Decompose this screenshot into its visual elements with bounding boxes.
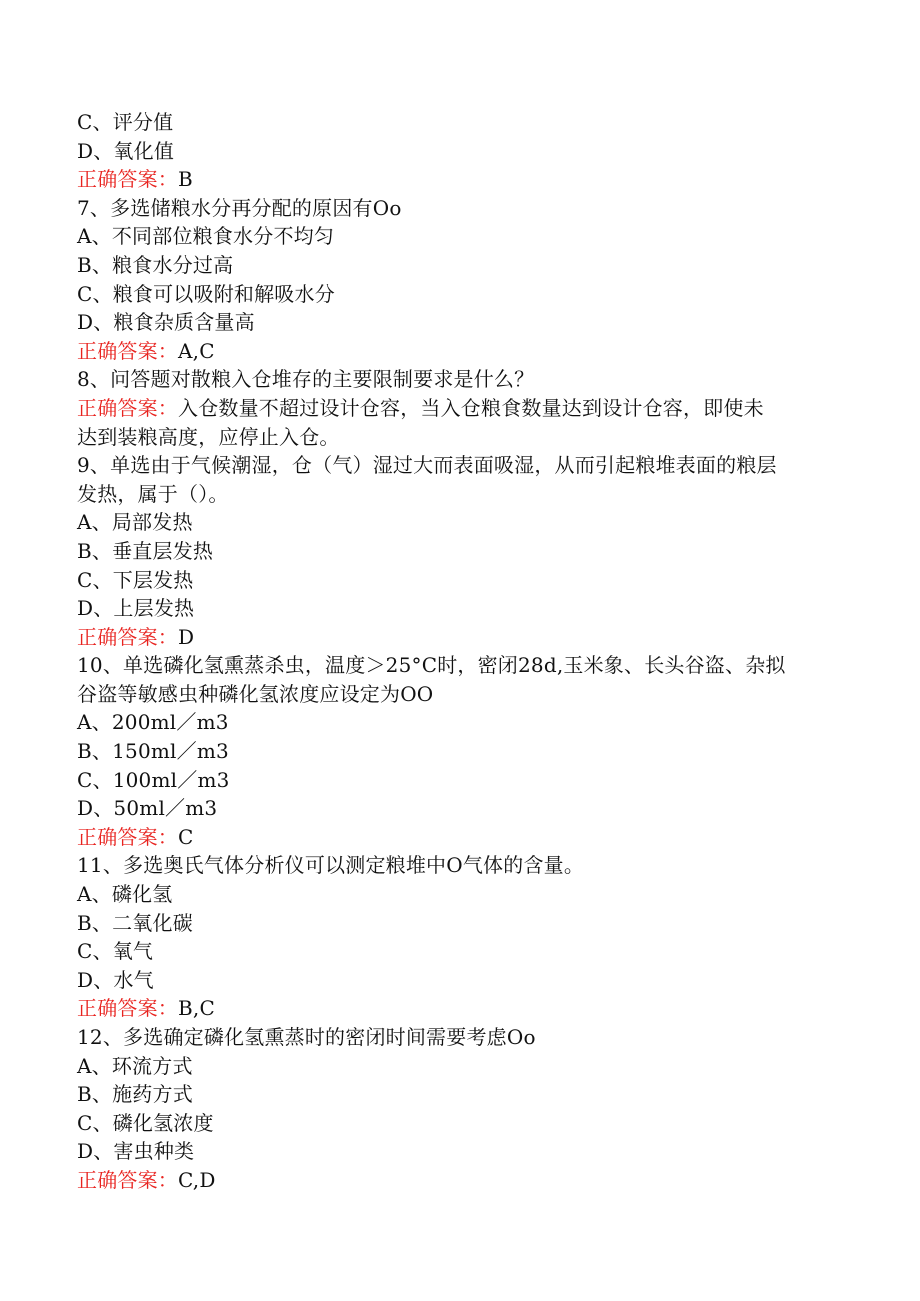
option-line: D、氧化值 [77,138,175,163]
answer-value: B,C [178,996,215,1021]
option-line: B、垂直层发热 [77,538,214,563]
answer-label: 正确答案： [77,1167,178,1192]
answer-continuation: 达到装粮高度，应停止入仓。 [77,424,340,449]
answer-label: 正确答案： [77,824,178,849]
question-line: 9、单选由于气候潮湿，仓（气）湿过大而表面吸湿，从而引起粮堆表面的粮层 [77,453,777,478]
question-line: 12、多选确定磷化氢熏蒸时的密闭时间需要考虑Oo [77,1025,536,1049]
answer-line [77,623,847,652]
option-line: A、200ml／m3 [77,710,229,735]
answer-label: 正确答案： [77,338,178,363]
option-line: C、评分值 [77,110,174,134]
answer-label: 正确答案： [77,996,178,1021]
option-line: D、粮食杂质含量高 [77,310,255,335]
option-line: D、50ml／m3 [77,796,218,821]
answer-value: D [178,624,195,649]
question-line: 8、问答题对散粮入仓堆存的主要限制要求是什么？ [77,367,535,392]
answer-value: B [178,167,193,192]
question-continuation: 谷盗等敏感虫种磷化氢浓度应设定为OO [77,681,434,706]
question-continuation: 发热，属于（）。 [77,481,229,506]
answer-line [77,165,847,194]
option-line: A、磷化氢 [77,882,173,907]
answer-value: A,C [178,338,215,363]
option-line: B、粮食水分过高 [77,252,234,277]
answer-line [77,337,847,366]
option-line: D、害虫种类 [77,1139,195,1164]
option-line: B、150ml／m3 [77,739,229,764]
answer-line [77,994,847,1023]
option-line: C、100ml／m3 [77,767,230,792]
option-line: A、不同部位粮食水分不均匀 [77,224,335,249]
option-line: B、二氧化碳 [77,910,193,935]
question-line: 7、多选储粮水分再分配的原因有Oo [77,195,402,220]
option-line: D、上层发热 [77,596,195,621]
option-line: C、下层发热 [77,567,194,592]
answer-label: 正确答案： [77,167,178,192]
option-line: C、磷化氢浓度 [77,1110,214,1135]
answer-line [77,823,847,852]
answer-line [77,1166,847,1195]
answer-value: C [178,824,194,849]
option-line: A、局部发热 [77,510,193,535]
option-line: C、粮食可以吸附和解吸水分 [77,281,335,306]
option-line: B、施药方式 [77,1082,193,1107]
answer-value: C,D [178,1167,216,1192]
option-line: D、水气 [77,967,154,992]
answer-line [77,394,847,423]
option-line: C、氧气 [77,939,154,964]
option-line: A、环流方式 [77,1053,193,1078]
document-page [77,108,847,1195]
answer-value: 入仓数量不超过设计仓容，当入仓粮食数量达到设计仓容，即使未 [178,395,764,420]
question-line: 10、单选磷化氢熏蒸杀虫，温度＞25°C时，密闭28d,玉米象、长头谷盗、杂拟 [77,653,786,678]
answer-label: 正确答案： [77,395,178,420]
question-line: 11、多选奥氏气体分析仪可以测定粮堆中O气体的含量。 [77,853,585,878]
answer-label: 正确答案： [77,624,178,649]
